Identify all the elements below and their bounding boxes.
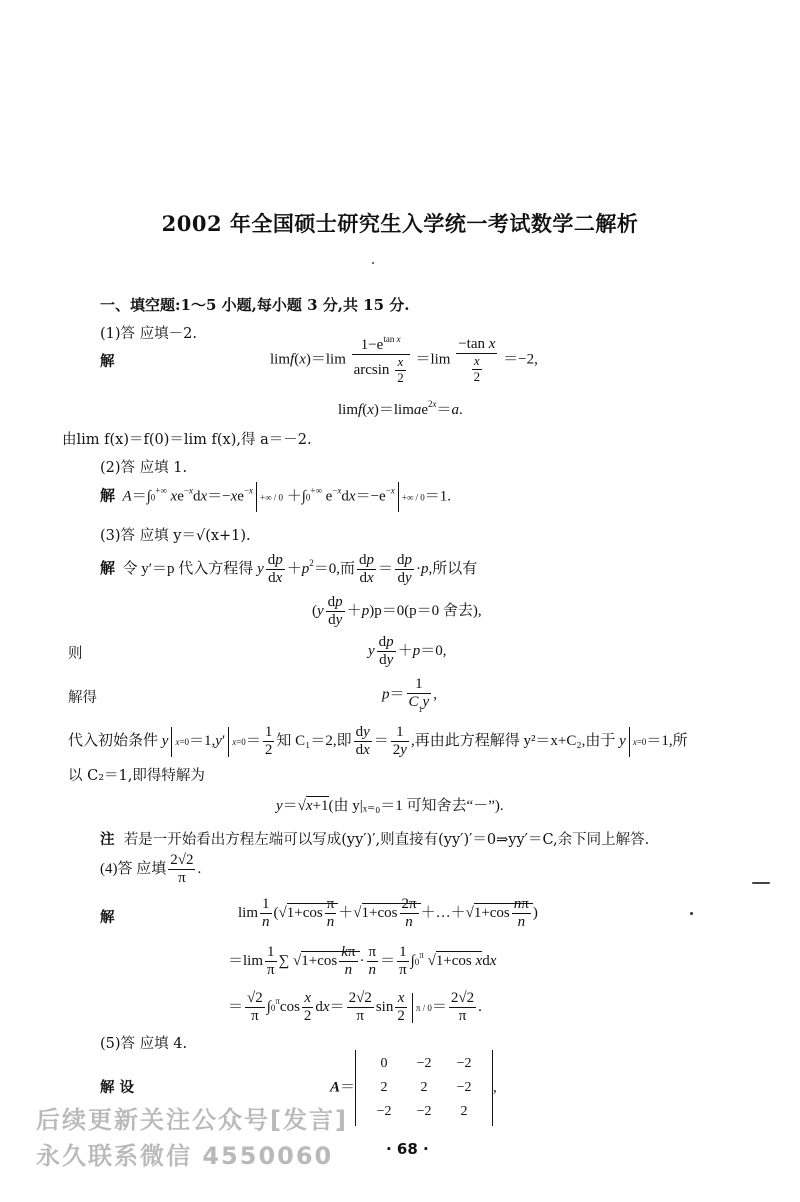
page-title: 2002 年全国硕士研究生入学统一考试数学二解析: [161, 211, 639, 236]
q3-eq1: (y $\frac{dp}{dy}$ ＋p)p＝0(p＝0 舍去),: [312, 594, 482, 629]
q3-line1b: 而: [340, 561, 356, 578]
section-heading: 一、填空题:1～5 小题,每小题 3 分,共 15 分.: [100, 296, 410, 314]
q3-cond-line: 代入初始条件 y x=0＝1,y′ x=0＝ $\frac{1}{2}$ 知 C₁＝2,即 $\frac{dy}{dx}$ ＝ $\frac{1}{2y}$ ,再由此方程解得 y²＝x+C₂,由于 y x=0＝1,所: [68, 724, 688, 759]
q3-note-label: 注: [100, 831, 115, 848]
q3-line1: 解 令 y′＝p 代入方程得 y $\frac{dp}{dx}$ $+p^2=0$,而 $\frac{dp}{dx}$ ＝ $\frac{dp}{dy}$ ·p,所以有: [100, 552, 478, 587]
q3-line1c: 所以有: [432, 561, 478, 578]
q1-limit-eq2: limf(x)＝limae$^{2x}$＝a.: [338, 399, 463, 418]
q3-cond: 代入初始条件: [68, 733, 159, 750]
q3-ze-label: 则: [68, 646, 83, 662]
matrix-cell: −2: [456, 1080, 472, 1095]
q4-eq1: lim $\frac{1}{n}$ (√1+cos $\frac{\pi}{n}$ ＋√1+cos $\frac{2\pi}{n}$ ＋…＋√1+cos $\frac{n\pi}{n}$ ): [238, 896, 538, 931]
q1-answer: (1)答 应填－2.: [100, 326, 197, 342]
q3-cond2: 知 C₁＝2,即: [276, 733, 352, 750]
matrix-row: [364, 1076, 484, 1100]
q5-matrix-eq: A＝ 0 −2 −2 2 2 −2 −2 −2 2 ,: [330, 1050, 497, 1126]
q3-line1-text: 令 y′＝p 代入方程得: [122, 561, 254, 578]
scan-speck: [690, 912, 693, 915]
q3-jie-label: 解: [100, 561, 116, 578]
q5-jieshe-label: 解 设: [100, 1079, 135, 1096]
q1-jie-label: 解: [100, 353, 115, 370]
q3-cond4: 所: [672, 733, 688, 750]
matrix-row: [364, 1052, 484, 1076]
q4-answer: (4)答 应填: [100, 861, 167, 878]
q3-final-tail: (由 y|ₓ₌₀＝1 可知舍去“－”).: [328, 798, 504, 814]
q3-answer: (3)答 应填 y＝√(x+1).: [100, 528, 251, 544]
scan-speck: [752, 882, 770, 884]
q4-jie-label: 解: [100, 909, 115, 926]
q2-jie-label: 解: [100, 488, 116, 505]
q3-jiede-label: 解得: [68, 690, 97, 706]
matrix-a: [355, 1050, 493, 1126]
q3-eq1-tail: p＝0(p＝0 舍去),: [374, 603, 482, 620]
q4-eq2: ＝lim $\frac{1}{\pi}$ ∑ √1+cos $\frac{k\pi}{n}$ · $\frac{\pi}{n}$ ＝ $\frac{1}{\pi}$ $\int 0^\pi$ √1+cos xdx: [228, 944, 497, 979]
q3-note: 若是一开始看出方程左端可以写成(yy′)′,则直接有(yy′)′＝0⇒yy′＝C,余下同上解答.: [123, 832, 650, 848]
page-number: · 68 ·: [386, 1140, 429, 1158]
q4-answer-line: (4)答 应填 $\frac{2√2}{\pi}$ .: [100, 852, 202, 887]
matrix-cell: −2: [416, 1104, 432, 1119]
q3-eq3: p＝ $\frac{1}{C_1y}$ ,: [382, 676, 437, 715]
matrix-cell: 2: [380, 1080, 388, 1095]
watermark-line1: 后续更新关注公众号[发言]: [36, 1106, 348, 1134]
matrix-cell: −2: [456, 1056, 472, 1071]
matrix-cell: 2: [460, 1104, 468, 1119]
q3-note-line: [100, 828, 649, 849]
q3-c2-line: 以 C₂＝1,即得特解为: [68, 768, 205, 784]
q1-conclusion: 由lim f(x)＝f(0)＝lim f(x),得 a＝－2.: [62, 432, 312, 448]
q5-answer: (5)答 应填 4.: [100, 1036, 188, 1052]
matrix-cell: 2: [420, 1080, 428, 1095]
q3-final: y＝√x+1(由 y|ₓ₌₀＝1 可知舍去“－”).: [276, 798, 504, 814]
watermark-line2: 永久联系微信 4550060: [36, 1142, 334, 1170]
matrix-cell: −2: [416, 1056, 432, 1071]
q2-answer: (2)答 应填 1.: [100, 460, 188, 476]
q3-eq2: y $\frac{dp}{dy}$ ＋p＝0,: [368, 634, 447, 669]
q3-cond3: 再由此方程解得 y²＝x+C₂,由于: [414, 733, 616, 750]
scan-speck: [372, 262, 374, 264]
q2-solution: 解 A＝∫0+∞ $xe^{-x}dx=-xe^{-x}+\infty / 0 +\int 0^{+\infty}$ $e^{-x}dx=-e^{-x}+\infty / 0=1$.: [100, 482, 451, 512]
q1-limit-eq: limf(x)＝lim $1-e^{tan x}$ arcsin $\frac{x}{2}$ ＝lim $\frac{\text{−tan x}}{\frac{x}{2}}$ ＝−2,: [270, 334, 538, 386]
matrix-row: [364, 1100, 484, 1124]
matrix-cell: −2: [376, 1104, 392, 1119]
q4-eq3: ＝ $\frac{√2}{\pi}$ $\int 0^\pi\cos$ $\frac{x}{2}$ dx＝ $\frac{2√2}{\pi}$ sin $\frac{x}{2}$ π / 0＝ $\frac{2√2}{\pi}$ .: [228, 990, 482, 1025]
matrix-cell: 0: [380, 1056, 388, 1071]
